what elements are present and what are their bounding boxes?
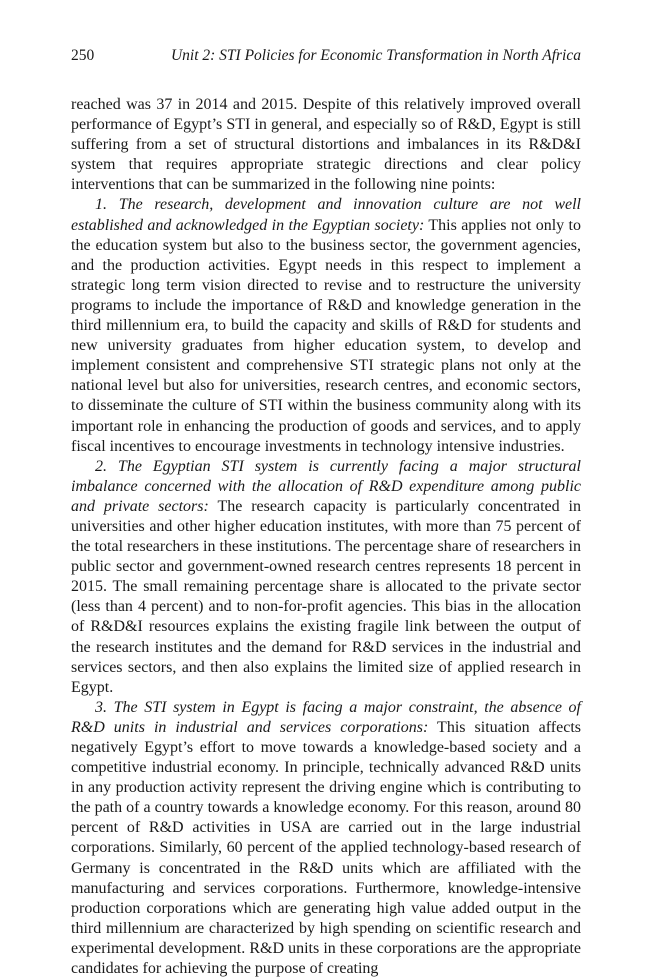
page-body [71, 95, 581, 979]
paragraph-continuation [71, 95, 581, 195]
point-heading: 1. The research, development and innovation culture are not well established and acknowledged in the Egyptian society: [71, 196, 581, 234]
paragraph-point-1 [71, 195, 581, 456]
running-title: Unit 2: STI Policies for Economic Transformation in North Africa [170, 47, 581, 64]
paragraph-point-3 [71, 698, 581, 979]
paragraph-text: This situation affects negatively Egypt’s effort to move towards a knowledge-based society and a competitive industrial economy. In principle, technically advanced R&D units in any production activity represent the driving engine which is contributing to the path of a country towards a knowledge economy. For this reason, around 80 percent of R&D activities in USA are carried out in the large industrial corporations. Similarly, 60 percent of the applied technology-based research of Germany is concentrated in the R&D units which are affiliated with the manufacturing and services corporations. Furthermore, knowledge-intensive production corporations which are generating high value added output in the third millennium are characterized by high spending on scientific research and experimental development. R&D units in these corporations are the appropriate candidates for achieving the purpose of creating [71, 718, 581, 978]
paragraph-point-2 [71, 457, 581, 698]
point-heading: 3. The STI system in Egypt is facing a major constraint, the absence of R&D units in industrial and services corporations: [71, 698, 581, 736]
paragraph-text: The research capacity is particularly concentrated in universities and other higher education institutes, with more than 75 percent of the total researchers in these institutions. The percentage share of researchers in public sector and government-owned research centres represents 18 percent in 2015. The small remaining percentage share is allocated to the private sector (less than 4 percent) and to non-for-profit agencies. This bias in the allocation of R&D&I resources explains the existing fragile link between the output of the research institutes and the demand for R&D services in the industrial and services sectors, and then also explains the limited size of applied research in Egypt. [71, 497, 581, 696]
point-heading: 2. The Egyptian STI system is currently facing a major structural imbalance concerned with the allocation of R&D expenditure among public and private sectors: [71, 457, 581, 515]
paragraph-text: This applies not only to the education system but also to the business sector, the government agencies, and the production activities. Egypt needs in this respect to implement a strategic long term vision directed to revise and to restructure the university programs to include the importance of R&D and knowledge generation in the third millennium era, to build the capacity and skills of R&D for students and new university graduates from higher education system, to develop and implement consistent and comprehensive STI strategic plans not only at the national level but also for universities, research centres, and economic sectors, to disseminate the culture of STI within the business community along with its important role in enhancing the production of goods and services, and to apply fiscal incentives to encourage investments in technology intensive industries. [71, 216, 581, 455]
page-number: 250 [71, 47, 95, 64]
running-header [71, 42, 581, 70]
paragraph-text: reached was 37 in 2014 and 2015. Despite of this relatively improved overall performance of Egypt’s STI in general, and especially so of R&D, Egypt is still suffering from a set of structural distortions and imbalances in its R&D&I system that requires appropriate strategic directions and clear policy interventions that can be summarized in the following nine points: [71, 96, 581, 194]
